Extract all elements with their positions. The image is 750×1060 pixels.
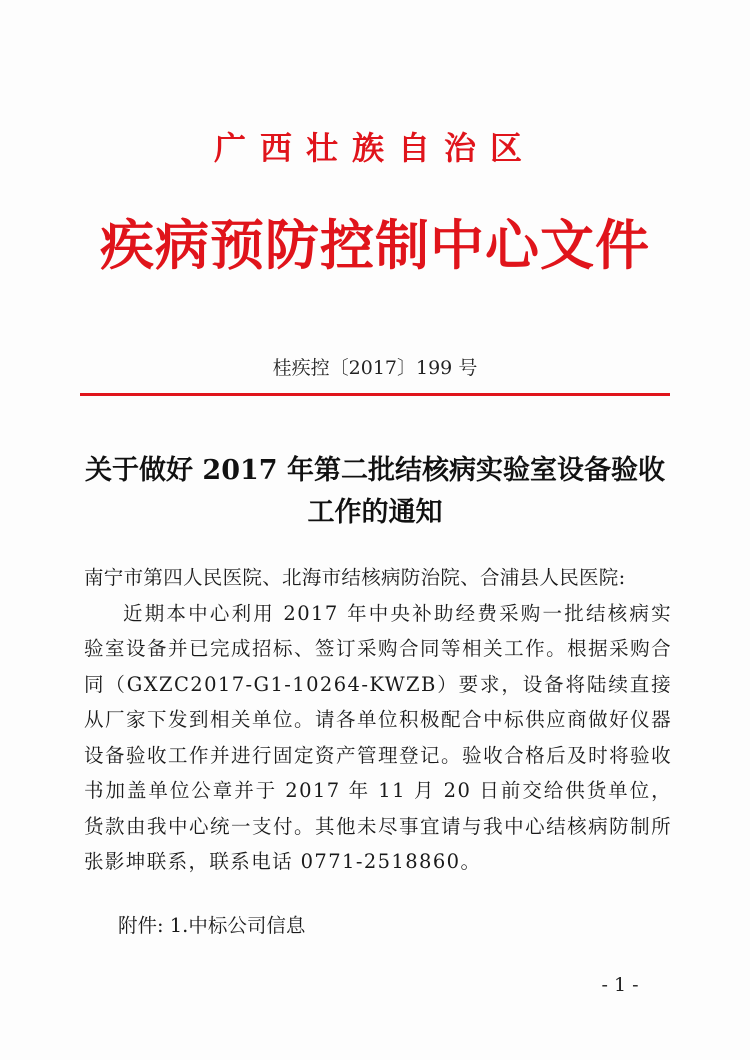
body-paragraph: 近期本中心利用 2017 年中央补助经费采购一批结核病实验室设备并已完成招标、签订采购合同等相关工作。根据采购合同（GXZC2017-G1-10264-KWZB）要求，设备将陆续直接从厂家下发到相关单位。请各单位积极配合中标供应商做好仪器设备验收工作并进行固定资产管理登记。验收合格后及时将验收书加盖单位公章并于 2017 年 11 月 20 日前交给供货单位，货款由我中心统一支付。其他未尽事宜请与我中心结核病防制所张影坤联系，联系电话 0771-2518860。 xyxy=(84,601,672,873)
document-title xyxy=(60,450,690,534)
salutation: 南宁市第四人民医院、北海市结核病防治院、合浦县人民医院: xyxy=(84,566,626,589)
attachment-list: 附件: 1.中标公司信息 xyxy=(118,914,306,937)
page-number: - 1 - xyxy=(601,974,639,996)
issuing-organization: 疾病预防控制中心文件 xyxy=(100,213,650,277)
document-body xyxy=(84,560,672,880)
red-divider-line xyxy=(80,393,670,396)
title-line-2: 工作的通知 xyxy=(307,497,443,528)
document-number: 桂疾控〔2017〕199 号 xyxy=(272,357,478,379)
issuing-region: 广西壮族自治区 xyxy=(213,129,536,167)
title-line-1: 关于做好 2017 年第二批结核病实验室设备验收 xyxy=(85,455,665,486)
